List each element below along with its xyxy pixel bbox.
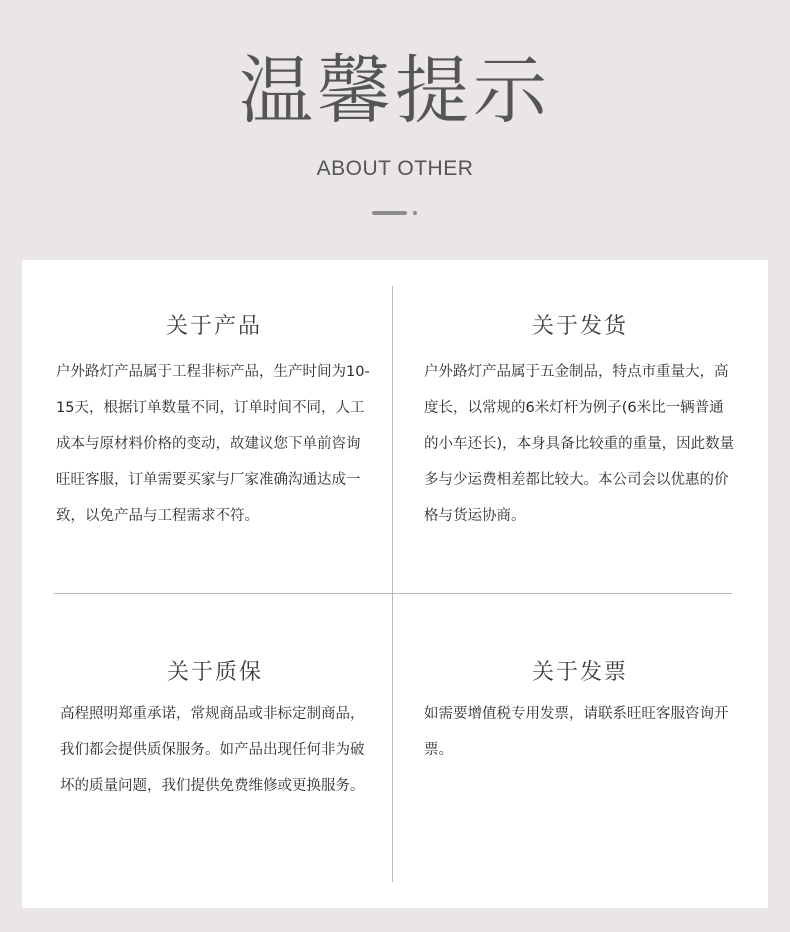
section-product (56, 312, 372, 534)
decorative-dot (413, 211, 417, 215)
section-heading-invoice: 关于发票 (531, 660, 628, 685)
section-body-product: 户外路灯产品属于工程非标产品，生产时间为10-15天，根据订单数量不同，订单时间不同，人工成本与原材料价格的变动，故建议您下单前咨询旺旺客服，订单需要买家与厂家准确沟通达成一致，以免产品与工程需求不符。 (56, 364, 370, 524)
section-shipping (424, 312, 736, 534)
page-subtitle: ABOUT OTHER (316, 157, 474, 180)
decorative-dash (372, 211, 407, 215)
section-warranty (60, 658, 370, 804)
section-heading-product: 关于产品 (165, 314, 262, 339)
section-body-warranty: 高程照明郑重承诺，常规商品或非标定制商品，我们都会提供质保服务。如产品出现任何非为破坏的质量问题，我们提供免费维修或更换服务。 (60, 706, 365, 794)
section-invoice (424, 658, 736, 768)
section-heading-shipping: 关于发货 (531, 314, 628, 339)
section-body-shipping: 户外路灯产品属于五金制品，特点市重量大，高度长，以常规的6米灯杆为例子(6米比一辆普通的小车还长)，本身具备比较重的重量，因此数量多与少运费相差都比较大。本公司会以优惠的价格与货运协商。 (424, 364, 735, 524)
section-heading-warranty: 关于质保 (166, 660, 263, 685)
vertical-divider (392, 286, 393, 882)
horizontal-divider (54, 593, 732, 594)
info-card (22, 260, 768, 908)
page-title: 温馨提示 (239, 48, 551, 134)
section-body-invoice: 如需要增值税专用发票，请联系旺旺客服咨询开票。 (424, 706, 729, 758)
